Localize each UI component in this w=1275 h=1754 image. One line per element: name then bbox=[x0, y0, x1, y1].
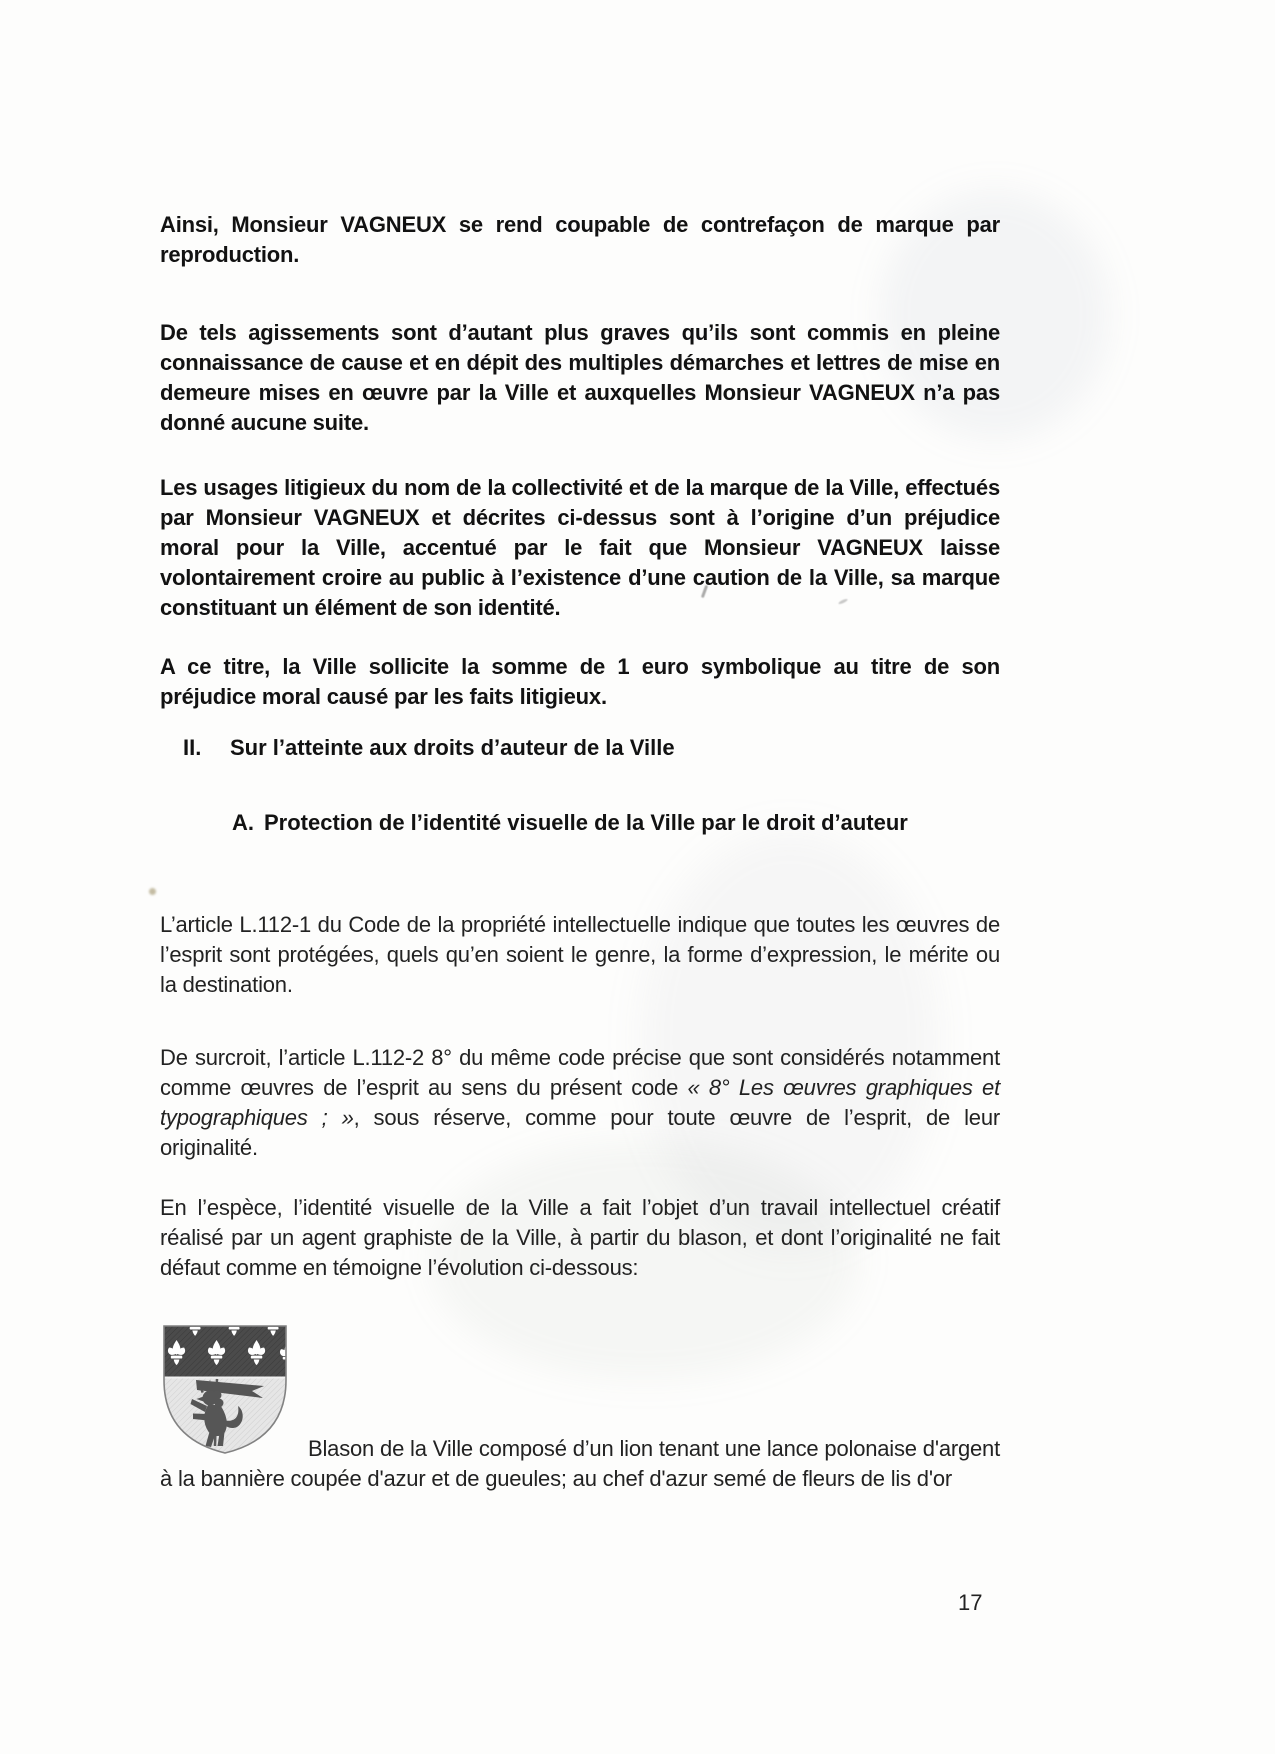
paragraph-contrefacon: Ainsi, Monsieur VAGNEUX se rend coupable de contrefaçon de marque par reproduction. bbox=[160, 212, 1000, 267]
section-number: II. bbox=[183, 735, 202, 760]
scan-artifact bbox=[149, 888, 156, 895]
section-title: Sur l’atteinte aux droits d’auteur de la Ville bbox=[230, 735, 675, 760]
blason-figure bbox=[160, 1322, 1000, 1494]
subsection-label: A. bbox=[232, 810, 254, 835]
paragraph-agissements: De tels agissements sont d’autant plus graves qu’ils sont commis en pleine connaissance de cause et en dépit des multiples démarches et lettres de mise en demeure mises en œuvre par la Ville et auxquelles Monsieur VAGNEUX n’a pas donné aucune suite. bbox=[160, 320, 1000, 435]
subsection-title: Protection de l’identité visuelle de la Ville par le droit d’auteur bbox=[264, 810, 908, 835]
paragraph-identite-visuelle: En l’espèce, l’identité visuelle de la Ville a fait l’objet d’un travail intellectuel créatif réalisé par un agent graphiste de la Ville, à partir du blason, et dont l’originalité ne fait défaut comme en témoigne l’évolution ci-dessous: bbox=[160, 1195, 1000, 1280]
p6-text-before: De surcroit, l’article L.112-2 8° du même code précise que sont considérés notamment comme œuvres de l’esprit au sens du présent code bbox=[160, 1045, 1000, 1100]
p6-quoted-italic: « 8° Les œuvres graphiques et typographiques ; » bbox=[160, 1075, 1000, 1130]
paragraph-euro-symbolique: A ce titre, la Ville sollicite la somme de 1 euro symbolique au titre de son préjudice moral causé par les faits litigieux. bbox=[160, 654, 1000, 709]
paragraph-usages-litigieux: Les usages litigieux du nom de la collectivité et de la marque de la Ville, effectués par Monsieur VAGNEUX et décrites ci-dessus sont à l’origine d’un préjudice moral pour la Ville, accentué par le fait que Monsieur VAGNEUX laisse volontairement croire au public à l’existence d’une caution de la Ville, sa marque constituant un élément de son identité. bbox=[160, 475, 1000, 620]
city-coat-of-arms-image bbox=[160, 1322, 290, 1456]
section-heading-ii bbox=[183, 733, 983, 763]
scan-artifact bbox=[640, 830, 940, 1250]
paragraph-article-l112-2 bbox=[160, 1043, 1000, 1163]
blason-caption: Blason de la Ville composé d’un lion tenant une lance polonaise d'argent à la bannière coupée d'azur et de gueules; au chef d'azur semé de fleurs de lis d'or bbox=[160, 1436, 1000, 1491]
page-number: 17 bbox=[958, 1590, 983, 1615]
p6-text-after: , sous réserve, comme pour toute œuvre de l’esprit, de leur originalité. bbox=[160, 1105, 1000, 1160]
subsection-heading-a bbox=[232, 808, 992, 838]
paragraph-article-l112-1: L’article L.112-1 du Code de la propriété intellectuelle indique que toutes les œuvres de l’esprit sont protégées, quels qu’en soient le genre, la forme d’expression, le mérite ou la destination. bbox=[160, 912, 1000, 997]
